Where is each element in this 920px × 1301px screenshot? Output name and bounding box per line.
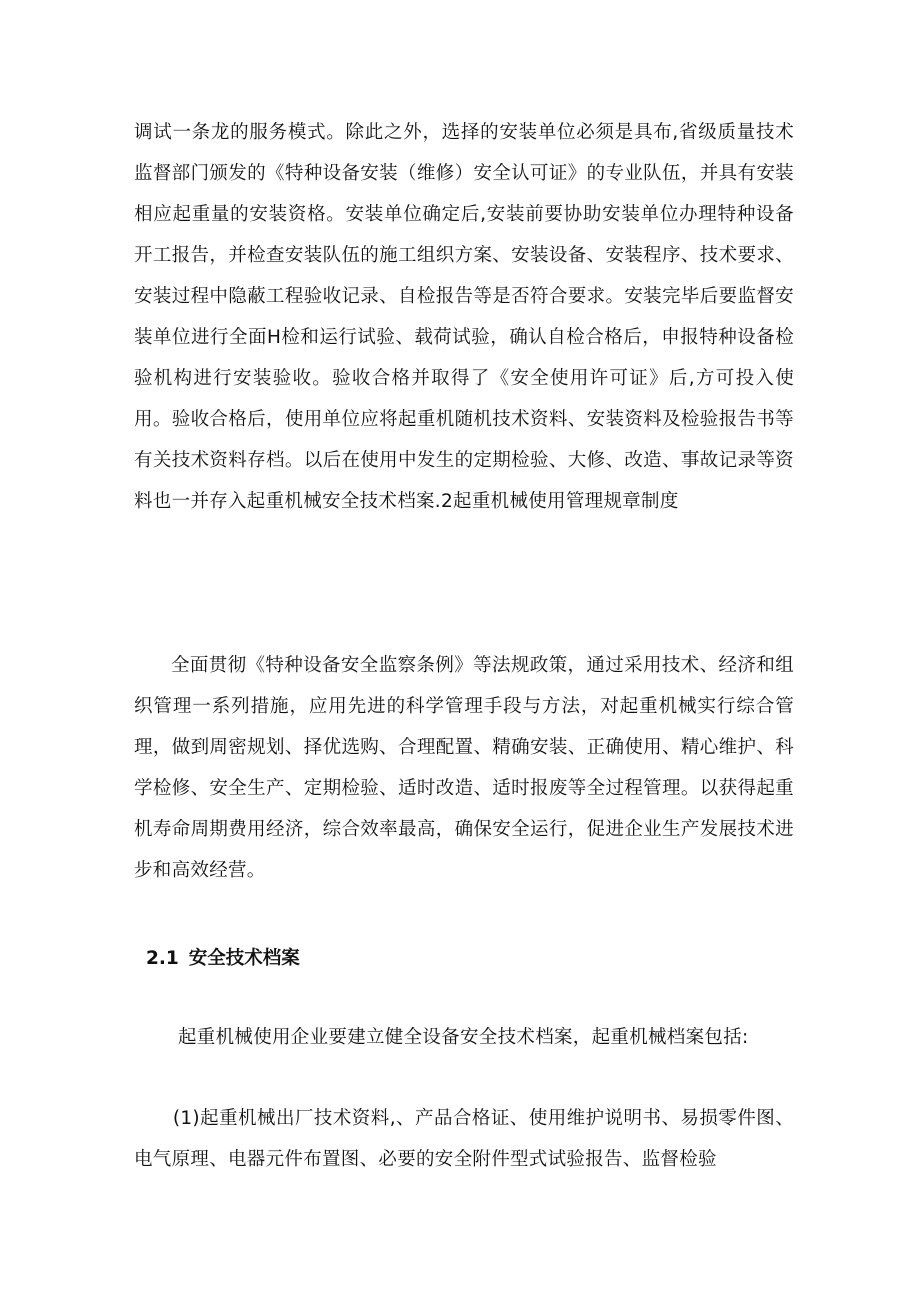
- section-heading: [146, 938, 300, 979]
- paragraph-usage-management-policy: 全面贯彻《特种设备安全监察条例》等法规政策，通过采用技术、经济和组织管理一系列措施，应用先进的科学管理手段与方法，对起重机械实行综合管理，做到周密规划、择优选购、合理配置、精确安装、正确使用、精心维护、科学检修、安全生产、定期检验、适时改造、适时报废等全过程管理。以获得起重机寿命周期费用经济，综合效率最高，确保安全运行，促进企业生产发展技术进步和高效经营。: [134, 655, 794, 881]
- paragraph-installation-management: 调试一条龙的服务模式。除此之外，选择的安装单位必须是具布,省级质量技术监督部门颁发的《特种设备安装（维修）安全认可证》的专业队伍，并具有安装相应起重量的安装资格。安装单位确定后,安装前要协助安装单位办理特种设备开工报告，并检查安装队伍的施工组织方案、安装设备、安装程序、技术要求、安装过程中隐蔽工程验收记录、自检报告等是否符合要求。安装完毕后要监督安装单位进行全面H检和运行试验、载荷试验，确认自检合格后，申报特种设备检验机构进行安装验收。验收合格并取得了《安全使用许可证》后,方可投入使用。验收合格后，使用单位应将起重机随机技术资料、安装资料及检验报告书等有关技术资料存档。以后在使用中发生的定期检验、大修、改造、事故记录等资料也一并存入起重机械安全技术档案.2起重机械使用管理规章制度: [134, 122, 794, 512]
- section-number: 2.1: [146, 948, 179, 969]
- paragraph-archive-intro: 起重机械使用企业要建立健全设备安全技术档案，起重机械档案包括:: [178, 1027, 749, 1048]
- paragraph-archive-item-1: (1)起重机械出厂技术资料,、产品合格证、使用维护说明书、易损零件图、电气原理、电器元件布置图、必要的安全附件型式试验报告、监督检验: [134, 1108, 794, 1170]
- section-title: 安全技术档案: [188, 948, 300, 969]
